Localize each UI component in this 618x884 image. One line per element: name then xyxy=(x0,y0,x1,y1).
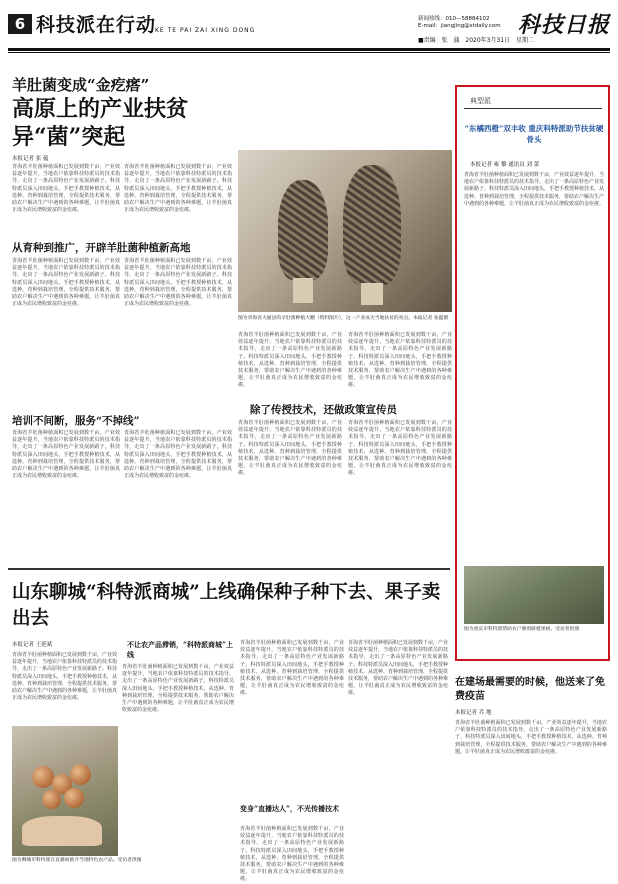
second-photo xyxy=(12,726,118,856)
section-pinyin: KE TE PAI ZAI XING DONG xyxy=(155,27,256,34)
sidebar-text: 青海省羊肚菌种植面积已发展到数千亩，产业效益逐年提升，当地农户依靠科技特派员的技术指导，走出了一条高原特色产业发展新路子。科技特派员深入田间地头，手把手教授种植技术，从选种、育种到栽培管理，全程提供技术服务，帮助农户解决生产中遇到的各种难题，让羊肚菌真正成为农民增收致富的金疙瘩。 xyxy=(464,172,605,207)
lead-text-col-3: 青海省羊肚菌种植面积已发展到数千亩，产业效益逐年提升，当地农户依靠科技特派员的技术指导，走出了一条高原特色产业发展新路子。科技特派员深入田间地头，手把手教授种植技术，从选种、育种到栽培管理，全程提供技术服务，帮助农户解决生产中遇到的各种难题，让羊肚菌真正成为农民增收致富的金疙瘩。 xyxy=(12,258,120,308)
morel-mushroom xyxy=(343,165,401,285)
sidebar-byline: 本报记者 雍 黎 通讯员 刘 蕾 xyxy=(470,162,540,168)
second-text-col-4: 青海省羊肚菌种植面积已发展到数千亩，产业效益逐年提升，当地农户依靠科技特派员的技术指导，走出了一条高原特色产业发展新路子。科技特派员深入田间地头，手把手教授种植技术，从选种、育种到栽培管理，全程提供技术服务，帮助农户解决生产中遇到的各种难题，让羊肚菌真正成为农民增收致富的金疙瘩。 xyxy=(240,826,344,883)
lead-text-col-9: 青海省羊肚菌种植面积已发展到数千亩，产业效益逐年提升，当地农户依靠科技特派员的技术指导，走出了一条高原特色产业发展新路子。科技特派员深入田间地头，手把手教授种植技术，从选种、育种到栽培管理，全程提供技术服务，帮助农户解决生产中遇到的各种难题，让羊肚菌真正成为农民增收致富的金疙瘩。 xyxy=(238,420,342,477)
right-byline: 本报记者 乔 地 xyxy=(455,710,492,716)
morel-mushroom xyxy=(278,180,328,280)
lead-text-col-4: 青海省羊肚菌种植面积已发展到数千亩，产业效益逐年提升，当地农户依靠科技特派员的技术指导，走出了一条高原特色产业发展新路子。科技特派员深入田间地头，手把手教授种植技术，从选种、育种到栽培管理，全程提供技术服务，帮助农户解决生产中遇到的各种难题，让羊肚菌真正成为农民增收致富的金疙瘩。 xyxy=(124,258,232,308)
section-divider xyxy=(8,568,450,570)
hotline: 新闻热线：010—58884102 xyxy=(418,16,490,22)
lead-subhead-3: 除了传授技术，还做政策宣传员 xyxy=(250,404,397,416)
date: 2020年3月31日 星期二 xyxy=(465,37,535,44)
second-subhead-1: 不让农产品滞销，“科特派商城”上线 xyxy=(127,640,234,659)
sidebar-photo xyxy=(464,566,604,624)
second-text-col-1: 青海省羊肚菌种植面积已发展到数千亩，产业效益逐年提升，当地农户依靠科技特派员的技术指导，走出了一条高原特色产业发展新路子。科技特派员深入田间地头，手把手教授种植技术，从选种、育种到栽培管理，全程提供技术服务，帮助农户解决生产中遇到的各种难题，让羊肚菌真正成为农民增收致富的金疙瘩。 xyxy=(12,652,118,702)
email: E-mail：jiangjing@stdaily.com xyxy=(418,23,501,29)
masthead-logo: 科技日报 xyxy=(518,12,611,38)
lead-photo-caption: 图为青海省大通县的羊肚菌种植大棚（资料图片），这一产业成为当地扶贫的亮点。本报记者 张蕴摄 xyxy=(238,316,449,321)
hands xyxy=(22,816,102,846)
lead-text-col-8: 青海省羊肚菌种植面积已发展到数千亩，产业效益逐年提升，当地农户依靠科技特派员的技术指导，走出了一条高原特色产业发展新路子。科技特派员深入田间地头，手把手教授种植技术，从选种、育种到栽培管理，全程提供技术服务，帮助农户解决生产中遇到的各种难题，让羊肚菌真正成为农民增收致富的金疙瘩。 xyxy=(348,332,452,389)
section-title: 科技派在行动 xyxy=(36,14,157,36)
second-byline: 本报记者 王延斌 xyxy=(12,642,53,648)
lead-byline: 本报记者 张 蕴 xyxy=(12,156,49,162)
second-text-col-5: 青海省羊肚菌种植面积已发展到数千亩，产业效益逐年提升，当地农户依靠科技特派员的技术指导，走出了一条高原特色产业发展新路子。科技特派员深入田间地头，手把手教授种植技术，从选种、育种到栽培管理，全程提供技术服务，帮助农户解决生产中遇到的各种难题，让羊肚菌真正成为农民增收致富的金疙瘩。 xyxy=(348,640,449,697)
fruit xyxy=(32,766,54,788)
second-photo-caption: 图为聊城市科特派在直播间推介当地特色农产品。受访者供图 xyxy=(12,858,142,863)
lead-photo-morels xyxy=(238,150,452,312)
second-headline: 山东聊城“科特派商城”上线确保种子种下去、果子卖出去 xyxy=(12,582,441,629)
fruit xyxy=(70,764,91,785)
sidebar-headline: “东橘西橙”双丰收 重庆科特派助节扶贫硬骨头 xyxy=(464,124,604,144)
lead-text-col-7: 青海省羊肚菌种植面积已发展到数千亩，产业效益逐年提升，当地农户依靠科技特派员的技术指导，走出了一条高原特色产业发展新路子。科技特派员深入田间地头，手把手教授种植技术，从选种、育种到栽培管理，全程提供技术服务，帮助农户解决生产中遇到的各种难题，让羊肚菌真正成为农民增收致富的金疙瘩。 xyxy=(238,332,342,389)
lead-text-col-10: 青海省羊肚菌种植面积已发展到数千亩，产业效益逐年提升，当地农户依靠科技特派员的技术指导，走出了一条高原特色产业发展新路子。科技特派员深入田间地头，手把手教授种植技术，从选种、育种到栽培管理，全程提供技术服务，帮助农户解决生产中遇到的各种难题，让羊肚菌真正成为农民增收致富的金疙瘩。 xyxy=(348,420,452,477)
header-rule xyxy=(8,48,610,51)
morel-stem xyxy=(361,283,383,305)
lead-text-col-6: 青海省羊肚菌种植面积已发展到数千亩，产业效益逐年提升，当地农户依靠科技特派员的技术指导，走出了一条高原特色产业发展新路子。科技特派员深入田间地头，手把手教授种植技术，从选种、育种到栽培管理，全程提供技术服务，帮助农户解决生产中遇到的各种难题，让羊肚菌真正成为农民增收致富的金疙瘩。 xyxy=(124,430,232,480)
dateline xyxy=(418,35,534,44)
lead-text-col-1: 青海省羊肚菌种植面积已发展到数千亩，产业效益逐年提升，当地农户依靠科技特派员的技术指导，走出了一条高原特色产业发展新路子。科技特派员深入田间地头，手把手教授种植技术，从选种、育种到栽培管理，全程提供技术服务，帮助农户解决生产中遇到的各种难题，让羊肚菌真正成为农民增收致富的金疙瘩。 xyxy=(12,164,120,214)
lead-headline: 高原上的产业扶贫异“菌”突起 xyxy=(12,96,189,150)
second-subhead-2: 变身“直播达人”，不光传播技术 xyxy=(240,804,340,813)
sidebar-rule xyxy=(464,108,602,109)
lead-subhead-1: 从育种到推广，开辟羊肚菌种植新高地 xyxy=(12,242,191,254)
editor: ■责编 张 蒲 xyxy=(418,37,460,44)
second-text-col-3: 青海省羊肚菌种植面积已发展到数千亩，产业效益逐年提升，当地农户依靠科技特派员的技术指导，走出了一条高原特色产业发展新路子。科技特派员深入田间地头，手把手教授种植技术，从选种、育种到栽培管理，全程提供技术服务，帮助农户解决生产中遇到的各种难题，让羊肚菌真正成为农民增收致富的金疙瘩。 xyxy=(240,640,344,697)
header-rule-thin xyxy=(8,52,610,53)
sidebar-tag: 典型派 xyxy=(470,97,491,105)
fruit xyxy=(42,790,61,809)
morel-stem xyxy=(293,278,313,303)
lead-text-col-5: 青海省羊肚菌种植面积已发展到数千亩，产业效益逐年提升，当地农户依靠科技特派员的技术指导，走出了一条高原特色产业发展新路子。科技特派员深入田间地头，手把手教授种植技术，从选种、育种到栽培管理，全程提供技术服务，帮助农户解决生产中遇到的各种难题，让羊肚菌真正成为农民增收致富的金疙瘩。 xyxy=(12,430,120,480)
second-text-col-2: 青海省羊肚菌种植面积已发展到数千亩，产业效益逐年提升，当地农户依靠科技特派员的技术指导，走出了一条高原特色产业发展新路子。科技特派员深入田间地头，手把手教授种植技术，从选种、育种到栽培管理，全程提供技术服务，帮助农户解决生产中遇到的各种难题，让羊肚菌真正成为农民增收致富的金疙瘩。 xyxy=(122,664,234,714)
lead-kicker: 羊肚菌变成“金疙瘩” xyxy=(12,76,150,94)
lead-subhead-2: 培训不间断，服务“不掉线” xyxy=(12,415,140,427)
header-contact xyxy=(418,16,501,30)
right-text: 青海省羊肚菌种植面积已发展到数千亩，产业效益逐年提升，当地农户依靠科技特派员的技术指导，走出了一条高原特色产业发展新路子。科技特派员深入田间地头，手把手教授种植技术，从选种、育种到栽培管理，全程提供技术服务，帮助农户解决生产中遇到的各种难题，让羊肚菌真正成为农民增收致富的金疙瘩。 xyxy=(455,720,607,755)
lead-text-col-2: 青海省羊肚菌种植面积已发展到数千亩，产业效益逐年提升，当地农户依靠科技特派员的技术指导，走出了一条高原特色产业发展新路子。科技特派员深入田间地头，手把手教授种植技术，从选种、育种到栽培管理，全程提供技术服务，帮助农户解决生产中遇到的各种难题，让羊肚菌真正成为农民增收致富的金疙瘩。 xyxy=(124,164,232,214)
sidebar-photo-caption: 图为重庆市科特派帮助农户修剪脐橙果树。受访者供图 xyxy=(464,627,580,632)
page-number: 6 xyxy=(8,14,32,34)
right-headline: 在建场最需要的时候，他送来了免费疫苗 xyxy=(455,677,605,702)
fruit xyxy=(64,788,84,808)
